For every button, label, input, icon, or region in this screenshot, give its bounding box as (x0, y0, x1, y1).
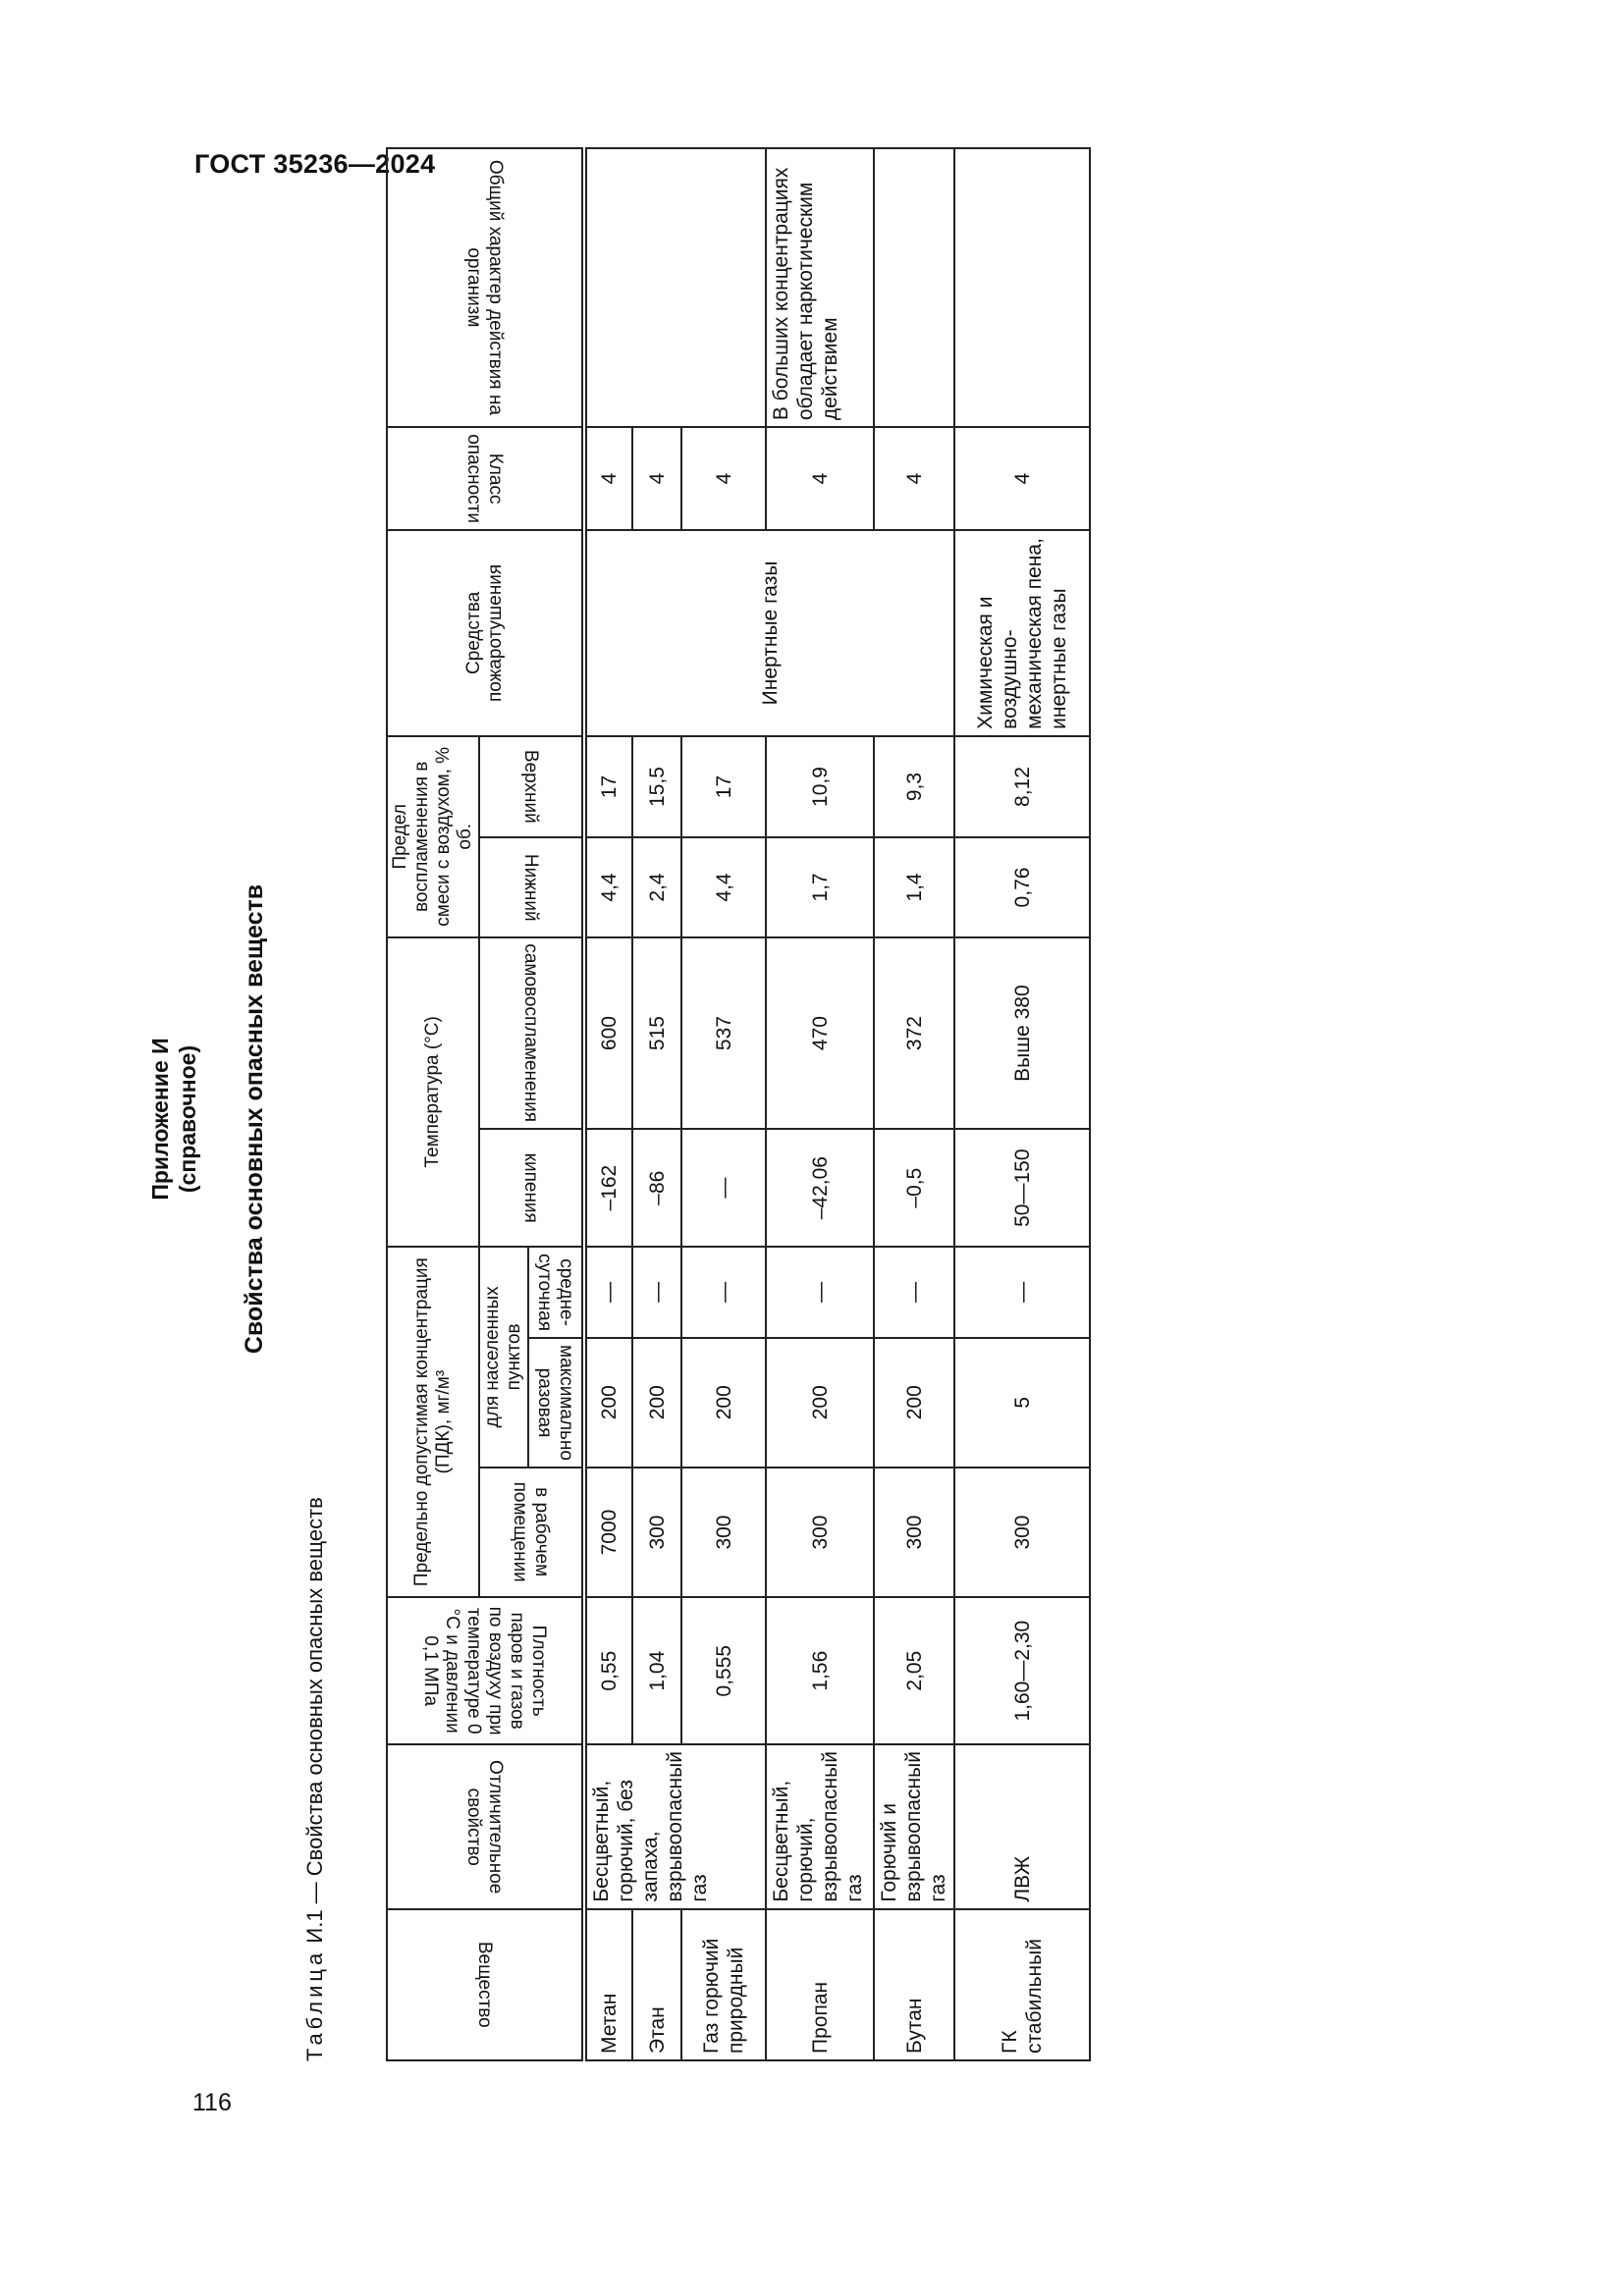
header-ignition-low: Нижний (479, 837, 582, 937)
hazardous-substances-table (386, 147, 1091, 2061)
cell-pdk-work: 300 (681, 1468, 766, 1598)
cell-property: ЛВЖ (954, 1744, 1090, 1909)
cell-self-ignition: 515 (632, 937, 681, 1130)
cell-pdk-max: 200 (874, 1338, 954, 1468)
cell-property: Горючий и взрывоопасный газ (874, 1744, 954, 1909)
header-hazard-class: Класс опасности (387, 427, 582, 530)
cell-density: 1,56 (766, 1597, 874, 1744)
caption-prefix: Таблица (302, 1949, 327, 2061)
header-density: Плотность паров и газов по воздуху при температуре 0 °С и давлении 0,1 МПа (387, 1597, 582, 1744)
appendix-subtitle: (справочное) (175, 1044, 200, 1194)
cell-density: 0,55 (586, 1597, 632, 1744)
cell-effect: В больших концентрациях обладает наркотическим действием (766, 148, 874, 427)
table-row (954, 148, 1090, 2060)
cell-boiling: 50—150 (954, 1129, 1090, 1246)
table-caption (302, 1497, 328, 2061)
cell-self-ignition: 600 (586, 937, 632, 1130)
cell-pdk-daily: — (681, 1247, 766, 1338)
cell-ignition-low: 2,4 (632, 837, 681, 937)
cell-pdk-work: 7000 (586, 1468, 632, 1598)
cell-boiling: –42,06 (766, 1129, 874, 1246)
header-ignition-high: Верхний (479, 736, 582, 837)
header-ignition-limit: Предел воспламенения в смеси с воздухом, % об. (387, 736, 479, 937)
header-pdk-daily: средне-суточная (528, 1247, 582, 1338)
cell-pdk-max: 200 (632, 1338, 681, 1468)
cell-effect-empty (586, 148, 766, 427)
cell-pdk-max: 200 (586, 1338, 632, 1468)
cell-ignition-low: 4,4 (681, 837, 766, 937)
cell-ignition-high: 8,12 (954, 736, 1090, 837)
cell-property: Бесцветный, горючий, взрывоопасный газ (766, 1744, 874, 1909)
cell-pdk-work: 300 (874, 1468, 954, 1598)
header-pdk-work: в рабочем помещении (479, 1468, 582, 1598)
cell-hazard-class: 4 (681, 427, 766, 530)
cell-pdk-work: 300 (954, 1468, 1090, 1598)
cell-density: 1,04 (632, 1597, 681, 1744)
cell-substance: Этан (632, 1909, 681, 2060)
cell-pdk-daily: — (766, 1247, 874, 1338)
cell-ignition-high: 10,9 (766, 736, 874, 837)
cell-density: 0,555 (681, 1597, 766, 1744)
cell-ignition-high: 17 (681, 736, 766, 837)
cell-substance: ГК стабильный (954, 1909, 1090, 2060)
cell-boiling: –0,5 (874, 1129, 954, 1246)
section-title: Свойства основных опасных веществ (241, 883, 268, 1355)
cell-extinguishing: Химическая и воздушно-механическая пена, инертные газы (954, 530, 1090, 736)
cell-effect-empty (954, 148, 1090, 427)
rotated-page-content (147, 147, 1326, 2091)
header-substance: Вещество (387, 1909, 582, 2060)
cell-extinguishing-merged: Инертные газы (586, 530, 954, 736)
cell-ignition-low: 0,76 (954, 837, 1090, 937)
cell-hazard-class: 4 (874, 427, 954, 530)
cell-ignition-low: 4,4 (586, 837, 632, 937)
header-boiling: кипения (479, 1129, 582, 1246)
cell-substance: Бутан (874, 1909, 954, 2060)
appendix-title: Приложение И (147, 1038, 173, 1201)
cell-pdk-max: 5 (954, 1338, 1090, 1468)
cell-hazard-class: 4 (766, 427, 874, 530)
cell-pdk-daily: — (874, 1247, 954, 1338)
cell-hazard-class: 4 (954, 427, 1090, 530)
cell-pdk-max: 200 (681, 1338, 766, 1468)
cell-ignition-low: 1,4 (874, 837, 954, 937)
document-code: ГОСТ 35236—2024 (194, 149, 436, 179)
cell-effect-empty (874, 148, 954, 427)
cell-hazard-class: 4 (632, 427, 681, 530)
cell-boiling: –86 (632, 1129, 681, 1246)
header-pdk-settlements: для населенных пунктов (479, 1247, 528, 1468)
table-row (874, 148, 954, 2060)
cell-substance: Газ горючий природный (681, 1909, 766, 2060)
cell-boiling: — (681, 1129, 766, 1246)
header-pdk-max: максимально разовая (528, 1338, 582, 1468)
cell-substance: Пропан (766, 1909, 874, 2060)
cell-pdk-daily: — (632, 1247, 681, 1338)
header-self-ignition: самовоспламенения (479, 937, 582, 1130)
cell-density: 1,60—2,30 (954, 1597, 1090, 1744)
cell-pdk-daily: — (954, 1247, 1090, 1338)
cell-hazard-class: 4 (586, 427, 632, 530)
cell-pdk-daily: — (586, 1247, 632, 1338)
cell-ignition-low: 1,7 (766, 837, 874, 937)
table-row (586, 148, 632, 2060)
cell-self-ignition: 470 (766, 937, 874, 1130)
cell-pdk-work: 300 (766, 1468, 874, 1598)
cell-ignition-high: 9,3 (874, 736, 954, 837)
cell-self-ignition: Выше 380 (954, 937, 1090, 1130)
cell-pdk-work: 300 (632, 1468, 681, 1598)
cell-density: 2,05 (874, 1597, 954, 1744)
cell-boiling: –162 (586, 1129, 632, 1246)
header-pdk: Предельно допустимая концентрация (ПДК), мг/м³ (387, 1247, 479, 1597)
cell-ignition-high: 17 (586, 736, 632, 837)
header-property: Отличительное свойство (387, 1744, 582, 1909)
table-row (766, 148, 874, 2060)
header-effect: Общий характер действия на организм (387, 148, 582, 427)
cell-self-ignition: 372 (874, 937, 954, 1130)
header-extinguishing: Средства пожаротушения (387, 530, 582, 736)
cell-substance: Метан (586, 1909, 632, 2060)
cell-self-ignition: 537 (681, 937, 766, 1130)
header-temperature: Температура (°С) (387, 937, 479, 1247)
caption-text: И.1 — Свойства основных опасных веществ (302, 1497, 327, 1944)
page-number: 116 (192, 2089, 232, 2116)
cell-property-merged: Бесцветный, горючий, без запаха, взрывоопасный газ (586, 1744, 766, 1909)
header-row-1 (387, 148, 479, 2060)
cell-pdk-max: 200 (766, 1338, 874, 1468)
cell-ignition-high: 15,5 (632, 736, 681, 837)
